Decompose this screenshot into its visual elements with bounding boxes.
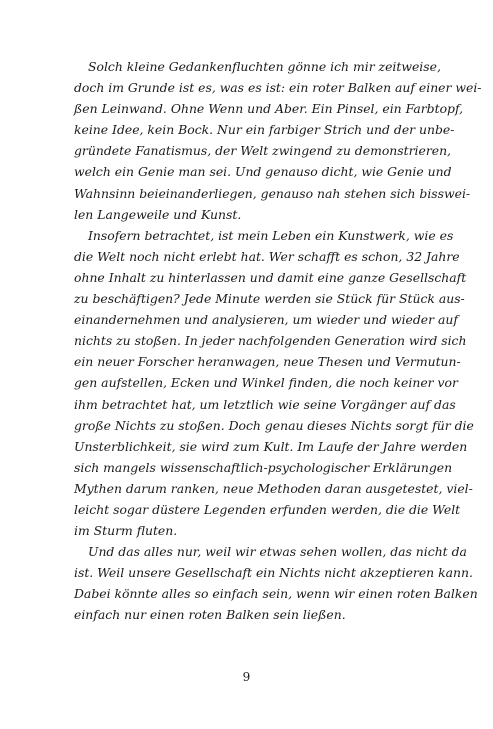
text-line: einandernehmen und analysieren, um wieder und wieder auf — [74, 312, 458, 328]
text-line: gen aufstellen, Ecken und Winkel finden, die noch keiner vor — [74, 375, 458, 391]
text-line: ihm betrachtet hat, um letztlich wie seine Vorgänger auf das — [74, 396, 456, 412]
paragraph-1 — [74, 56, 482, 225]
text-line: im Sturm fluten. — [74, 523, 178, 539]
text-line: Dabei könnte alles so einfach sein, wenn wir einen roten Balken — [74, 586, 478, 602]
text-line: Solch kleine Gedankenfluchten gönne ich mir zeitweise, — [88, 59, 441, 74]
text-line: große Nichts zu stoßen. Doch genau dieses Nichts sorgt für die — [74, 417, 474, 433]
text-line: len Langeweile und Kunst. — [74, 206, 242, 222]
text-line: doch im Grunde ist es, was es ist: ein roter Balken auf einer wei- — [74, 80, 482, 96]
text-line: gründete Fanatismus, der Welt zwingend zu demonstrieren, — [74, 143, 451, 159]
text-line: sich mangels wissenschaftlich-psychologischer Erklärungen — [74, 459, 453, 475]
text-line: Insofern betrachtet, ist mein Leben ein Kunstwerk, wie es — [88, 227, 454, 243]
paragraph-3 — [74, 541, 478, 625]
page-number: 9 — [242, 670, 251, 684]
text-line: ist. Weil unsere Gesellschaft ein Nichts nicht akzeptieren kann. — [74, 565, 473, 581]
text-line: Mythen darum ranken, neue Methoden daran ausgetestet, viel- — [74, 480, 473, 496]
text-line: zu beschäftigen? Jede Minute werden sie Stück für Stück aus- — [74, 291, 465, 307]
text-line: leicht sogar düstere Legenden erfunden werden, die die Welt — [74, 501, 461, 517]
text-line: ein neuer Forscher heranwagen, neue Thesen und Vermutun- — [74, 354, 461, 370]
text-line: Unsterblichkeit, sie wird zum Kult. Im Laufe der Jahre werden — [74, 438, 468, 454]
text-line: nichts zu stoßen. In jeder nachfolgenden Generation wird sich — [74, 333, 467, 349]
text-line: einfach nur einen roten Balken sein ließen. — [74, 607, 346, 623]
body-text — [74, 56, 482, 626]
text-line: ßen Leinwand. Ohne Wenn und Aber. Ein Pinsel, ein Farbtopf, — [74, 101, 464, 117]
text-line: keine Idee, kein Bock. Nur ein farbiger Strich und der unbe- — [74, 122, 455, 138]
paragraph-2 — [74, 225, 474, 541]
text-line: Wahnsinn beieinanderliegen, genauso nah stehen sich bisswei- — [74, 185, 471, 201]
text-line: Und das alles nur, weil wir etwas sehen wollen, das nicht da — [88, 544, 467, 560]
text-line: ohne Inhalt zu hinterlassen und damit eine ganze Gesellschaft — [74, 269, 467, 285]
text-line: die Welt noch nicht erlebt hat. Wer schafft es schon, 32 Jahre — [74, 248, 460, 264]
text-line: welch ein Genie man sei. Und genauso dicht, wie Genie und — [74, 164, 452, 180]
